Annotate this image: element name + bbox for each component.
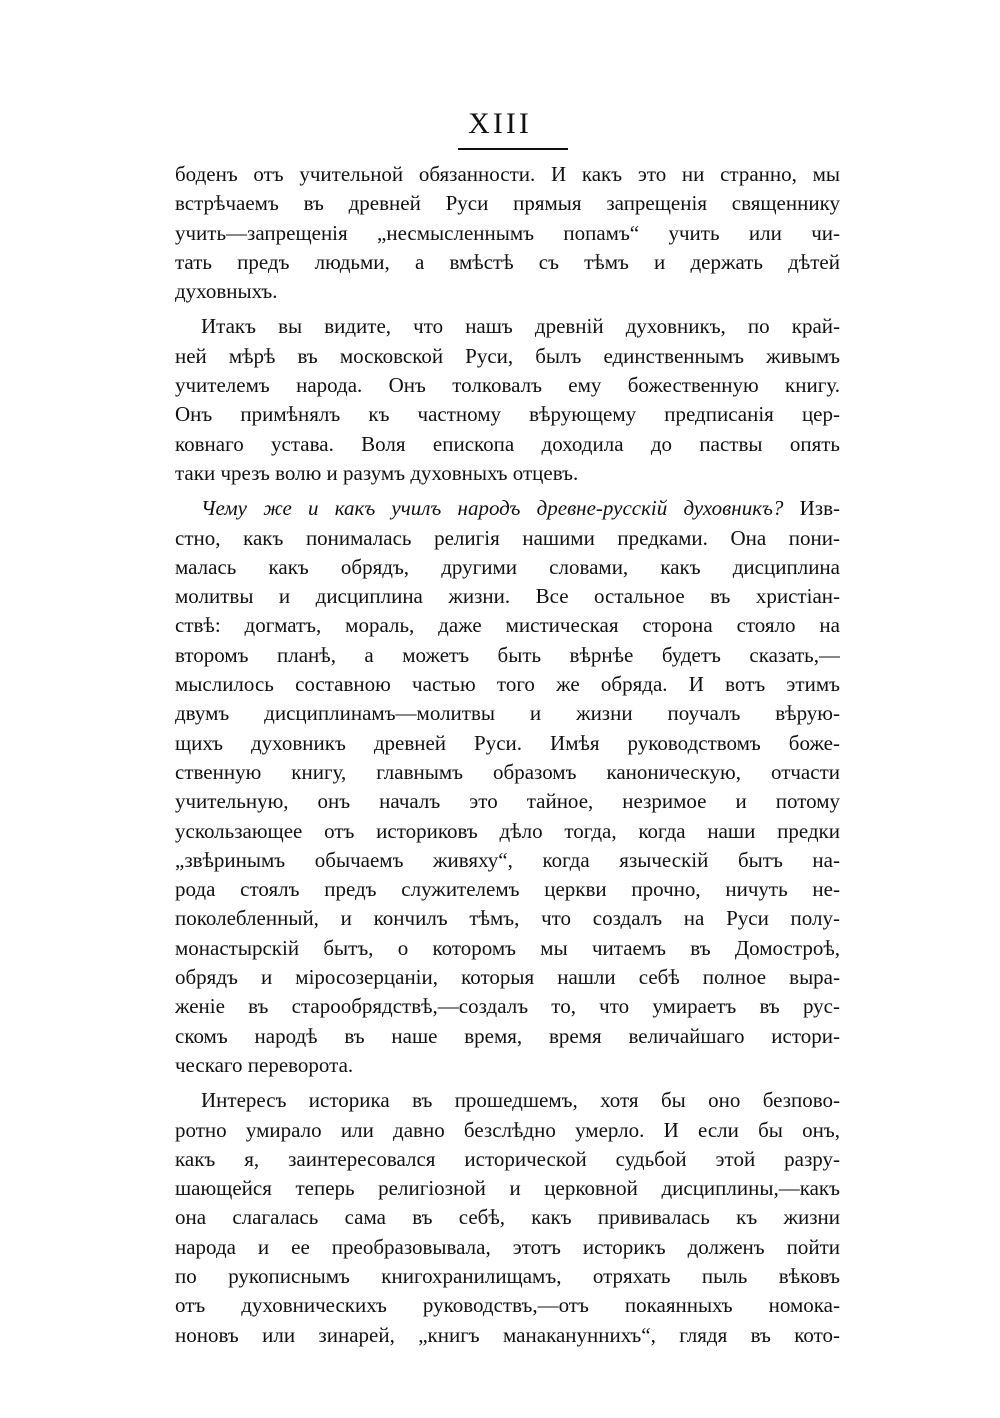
text-line: поколебленный, и кончилъ тѣмъ, что создалъ на Руси полу- — [175, 906, 840, 931]
text-line: ротно умирало или давно безслѣдно умерло. И если бы онъ, — [175, 1117, 840, 1142]
text-line: ковнаго устава. Воля епископа доходила до паствы опять — [175, 431, 840, 456]
text-line: мыслилось составною частью того же обряда. И вотъ этимъ — [175, 672, 840, 697]
text-line: ственную книгу, главнымъ образомъ каноническую, отчасти — [175, 759, 840, 784]
text-line — [175, 494, 840, 523]
text-line: скомъ народѣ въ наше время, время величайшаго истори- — [175, 1023, 840, 1048]
text-line: малась какъ обрядъ, другими словами, какъ дисциплина — [175, 554, 840, 579]
text-line: отъ духовническихъ руководствъ,—отъ покаянныхъ номока- — [175, 1293, 840, 1318]
text-line: двумъ дисциплинамъ—молитвы и жизни поучалъ вѣрую- — [175, 701, 840, 726]
text-line: Онъ примѣнялъ къ частному вѣрующему предписанія цер- — [175, 402, 840, 427]
text-line: ствѣ: догматъ, мораль, даже мистическая сторона стояло на — [175, 613, 840, 638]
text-line: Интересъ историка въ прошедшемъ, хотя бы оно безпово- — [201, 1088, 840, 1113]
paragraph-3 — [175, 494, 840, 1080]
text-line: она слагалась сама въ себѣ, какъ прививалась къ жизни — [175, 1205, 840, 1230]
text-line: рода стоялъ предъ служителемъ церкви прочно, ничуть не- — [175, 877, 840, 902]
text-line: „звѣринымъ обычаемъ живяху“, когда языческій бытъ на- — [175, 847, 840, 872]
text-run: Изв- — [783, 496, 840, 521]
paragraph-4 — [175, 1086, 840, 1350]
text-line: стно, какъ понималась религія нашими предками. Она пони- — [175, 525, 840, 550]
text-line: ускользающее отъ историковъ дѣло тогда, когда наши предки — [175, 818, 840, 843]
text-line: шающейся теперь религіозной и церковной дисциплины,—какъ — [175, 1176, 840, 1201]
paragraph-2 — [175, 312, 840, 488]
page-number-rule — [458, 148, 568, 150]
text-line: молитвы и дисциплина жизни. Все остальное въ христіан- — [175, 584, 840, 609]
text-line: тать предъ людьми, а вмѣстѣ съ тѣмъ и держать дѣтей — [175, 249, 840, 274]
paragraph-1 — [175, 160, 840, 306]
text-line: боденъ отъ учительной обязанности. И какъ это ни странно, мы — [175, 162, 840, 186]
text-line: духовныхъ. — [175, 279, 278, 304]
italic-question: Чему же и какъ училъ народъ древне-русскій духовникъ? — [201, 496, 784, 521]
text-line: народа и ее преобразовывала, этотъ историкъ долженъ пойти — [175, 1234, 840, 1259]
text-line: ноновъ или зинарей, „книгъ манакануннихъ“, глядя въ кото- — [175, 1322, 840, 1347]
text-line: учить—запрещенія „несмысленнымъ попамъ“ учить или чи- — [175, 220, 840, 245]
text-line: учителемъ народа. Онъ толковалъ ему божественную книгу. — [175, 373, 840, 398]
text-line: ческаго переворота. — [175, 1052, 354, 1077]
text-line: женіе въ старообрядствѣ,—создалъ то, что умираетъ въ рус- — [175, 994, 840, 1019]
text-line: какъ я, заинтересовался исторической судьбой этой разру- — [175, 1146, 840, 1171]
text-line: обрядъ и міросозерцаніи, которыя нашли себѣ полное выра- — [175, 965, 840, 990]
body-text — [175, 160, 840, 1350]
text-line: монастырскій бытъ, о которомъ мы читаемъ въ Домостроѣ, — [175, 935, 840, 960]
text-line: Итакъ вы видите, что нашъ древній духовникъ, по край- — [201, 314, 840, 339]
page-number: XIII — [468, 107, 532, 140]
text-line: встрѣчаемъ въ древней Руси прямыя запрещенія священнику — [175, 191, 840, 216]
text-line: таки чрезъ волю и разумъ духовныхъ отцевъ. — [175, 460, 579, 485]
text-line: щихъ духовникъ древней Руси. Имѣя руководствомъ боже- — [175, 730, 840, 755]
text-line: второмъ планѣ, а можетъ быть вѣрнѣе будетъ сказать,— — [175, 642, 840, 667]
text-line: учительную, онъ началъ это тайное, незримое и потому — [175, 789, 840, 814]
text-line: ней мѣрѣ въ московской Руси, былъ единственнымъ живымъ — [175, 343, 840, 368]
text-line: по рукописнымъ книгохранилищамъ, отряхать пыль вѣковъ — [175, 1263, 840, 1288]
